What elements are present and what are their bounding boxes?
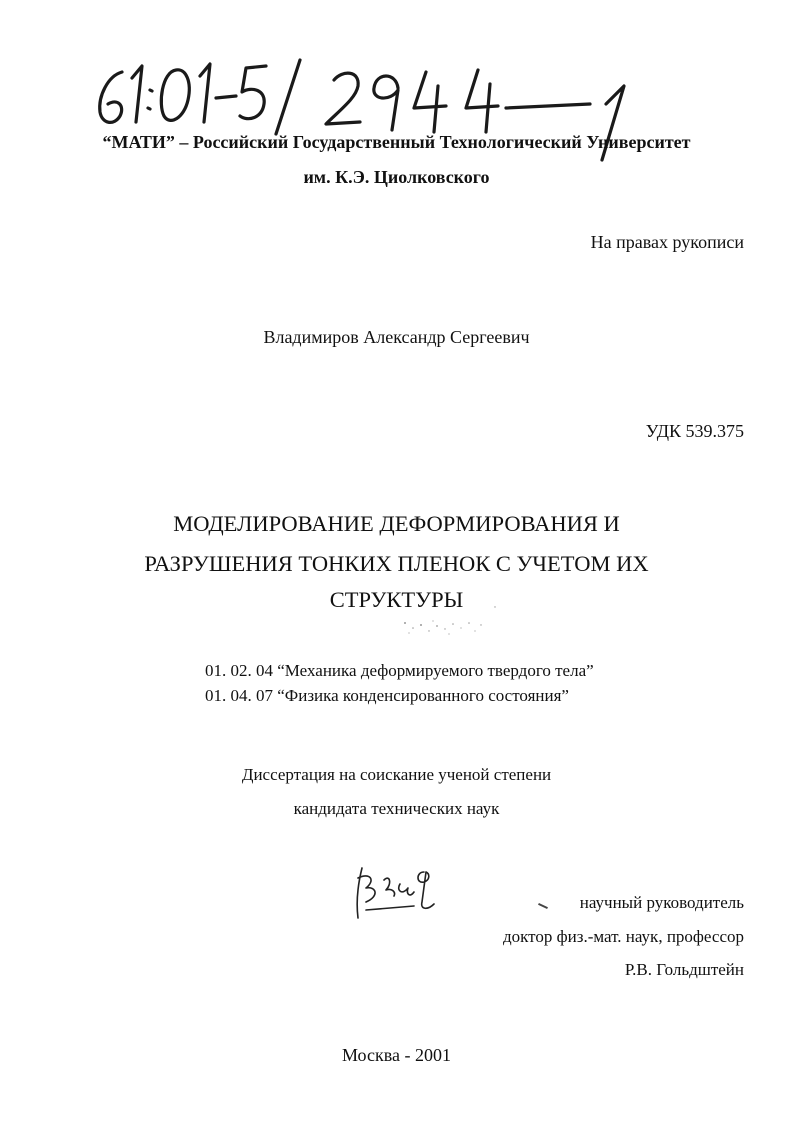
degree-line-1: Диссертация на соискание ученой степени: [241, 765, 552, 784]
degree-line-2: кандидата технических наук: [293, 799, 500, 818]
handwritten-signature: [340, 850, 450, 930]
supervisor-name: Р.В. Гольдштейн: [624, 960, 744, 979]
specialty-code-1: 01. 02. 04 “Механика деформируемого твердого тела”: [205, 661, 594, 680]
manuscript-rights-note: На правах рукописи: [590, 232, 744, 252]
author-name: Владимиров Александр Сергеевич: [263, 327, 530, 347]
scan-specks: [385, 595, 505, 640]
institution-honorific: им. К.Э. Циолковского: [303, 167, 490, 187]
thesis-title-line-2: РАЗРУШЕНИЯ ТОНКИХ ПЛЕНОК С УЧЕТОМ ИХ: [144, 551, 649, 576]
thesis-title-line-1: МОДЕЛИРОВАНИЕ ДЕФОРМИРОВАНИЯ И: [173, 511, 620, 536]
supervisor-role: научный руководитель: [579, 893, 744, 912]
city-and-year: Москва - 2001: [342, 1045, 451, 1065]
supervisor-credentials: доктор физ.-мат. наук, профессор: [503, 927, 744, 946]
institution-name: “МАТИ” – Российский Государственный Технологический Университет: [102, 132, 691, 152]
thesis-title-line-3: СТРУКТУРЫ: [329, 587, 464, 612]
specialty-code-2: 01. 04. 07 “Физика конденсированного состояния”: [205, 686, 569, 705]
udk-code: УДК 539.375: [645, 421, 744, 441]
pen-mark: [538, 903, 548, 909]
